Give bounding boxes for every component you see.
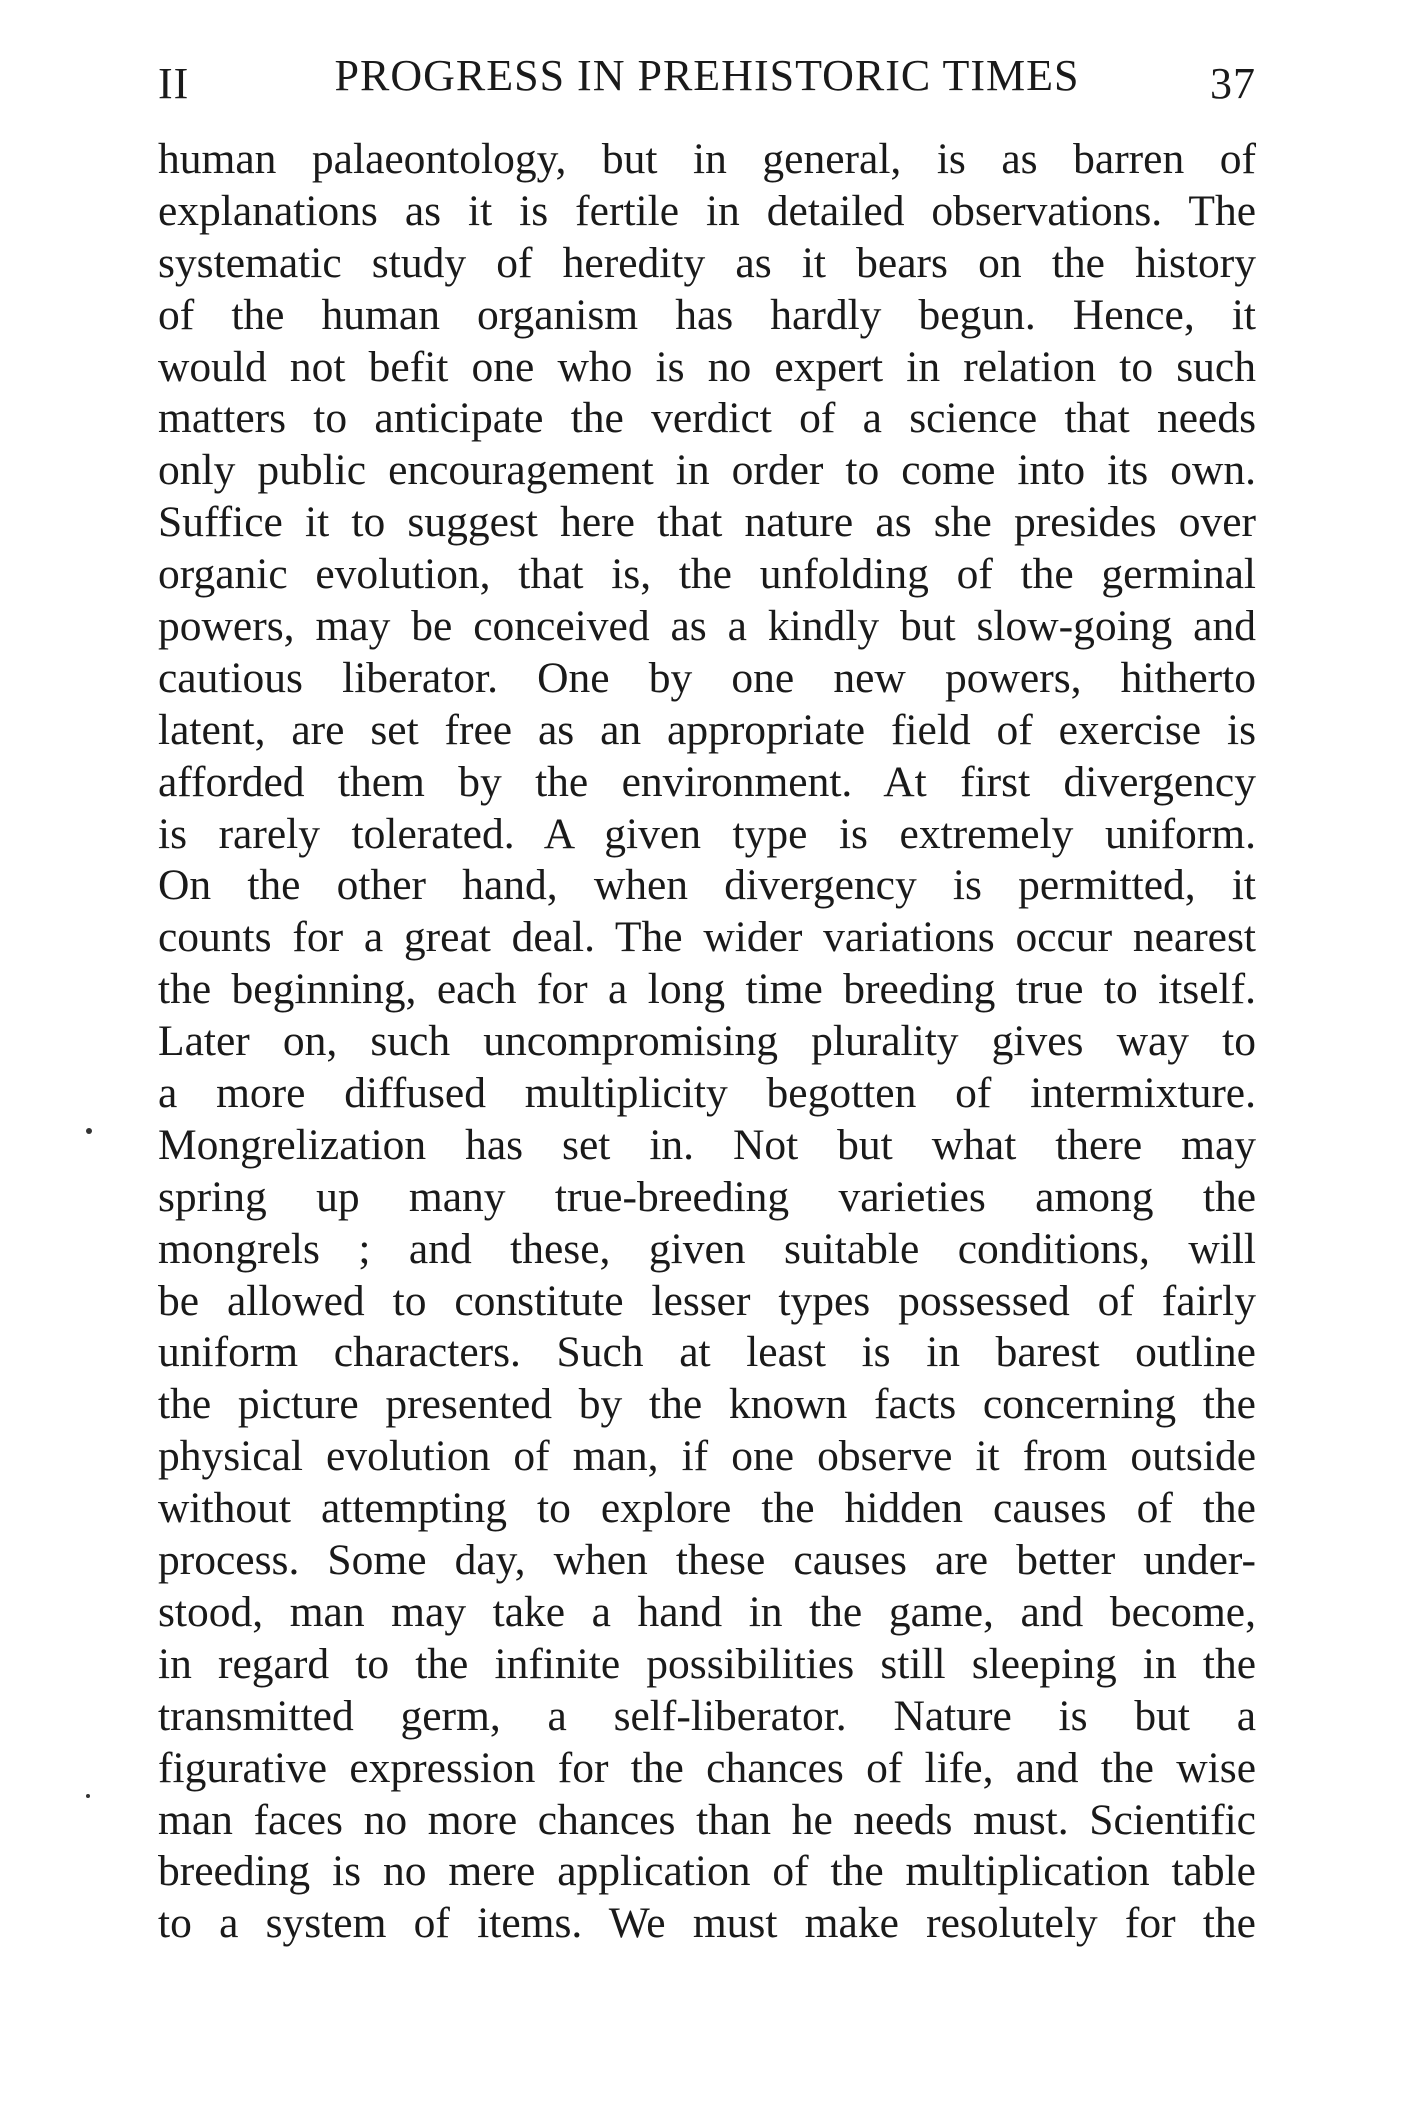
text-line: stood, man may take a hand in the game, and become, [158,1587,1256,1636]
text-line: organic evolution, that is, the unfolding of the germinal [158,550,1256,599]
running-head [158,46,1256,106]
text-line: mongrels ; and these, given suitable conditions, will [158,1224,1256,1273]
chapter-number: II [158,59,190,108]
margin-speck [86,1794,90,1798]
text-line: powers, may be conceived as a kindly but slow-going and [158,602,1256,651]
text-line: without attempting to explore the hidden causes of the [158,1484,1256,1533]
text-line: spring up many true-breeding varieties among the [158,1172,1256,1221]
page-number: 37 [1210,59,1256,108]
text-line: be allowed to constitute lesser types possessed of fairly [158,1276,1256,1325]
text-line: to a system of items. We must make resolutely for the [158,1899,1256,1948]
margin-speck [86,1128,92,1134]
text-line: counts for a great deal. The wider variations occur nearest [158,913,1256,962]
text-line: explanations as it is fertile in detailed observations. The [158,186,1256,235]
text-line: the beginning, each for a long time breeding true to itself. [158,965,1256,1014]
text-line: Suffice it to suggest here that nature as she presides over [158,498,1256,547]
text-line: physical evolution of man, if one observe it from outside [158,1432,1256,1481]
text-line: human palaeontology, but in general, is as barren of [158,135,1256,183]
text-line: would not befit one who is no expert in relation to such [158,342,1256,391]
text-line: figurative expression for the chances of life, and the wise [158,1743,1256,1792]
text-line: systematic study of heredity as it bears on the history [158,238,1256,287]
text-line: a more diffused multiplicity begotten of intermixture. [158,1069,1256,1118]
text-line: uniform characters. Such at least is in barest outline [158,1328,1256,1377]
text-line: man faces no more chances than he needs must. Scientific [158,1795,1256,1844]
text-line: the picture presented by the known facts concerning the [158,1380,1256,1429]
text-line: transmitted germ, a self-liberator. Nature is but a [158,1691,1256,1740]
running-title: PROGRESS IN PREHISTORIC TIMES [334,51,1080,100]
text-line: only public encouragement in order to come into its own. [158,446,1256,495]
text-line: process. Some day, when these causes are better under- [158,1536,1256,1585]
text-line: On the other hand, when divergency is permitted, it [158,861,1256,910]
text-line: Mongrelization has set in. Not but what there may [158,1120,1256,1169]
text-line: afforded them by the environment. At first divergency [158,757,1256,806]
text-line: matters to anticipate the verdict of a science that needs [158,394,1256,443]
text-line: cautious liberator. One by one new powers, hitherto [158,653,1256,702]
body-text [158,134,1256,1950]
text-line: is rarely tolerated. A given type is extremely uniform. [158,809,1256,858]
text-line: of the human organism has hardly begun. Hence, it [158,290,1256,339]
text-line: in regard to the infinite possibilities still sleeping in the [158,1639,1256,1688]
text-line: breeding is no mere application of the multiplication table [158,1847,1256,1896]
text-line: latent, are set free as an appropriate field of exercise is [158,705,1256,754]
text-line: Later on, such uncompromising plurality gives way to [158,1017,1256,1066]
